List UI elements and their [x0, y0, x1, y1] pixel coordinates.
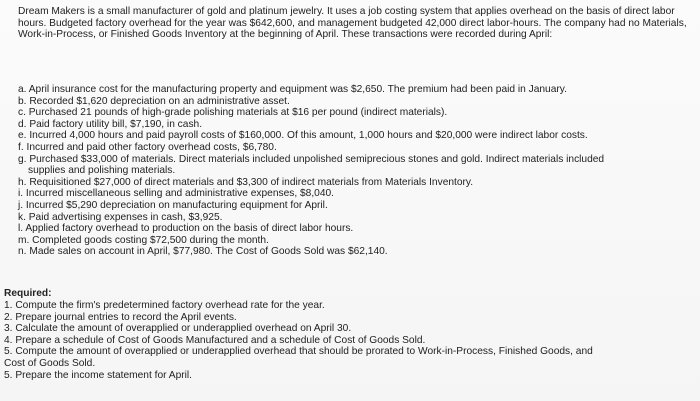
transaction-item: k. Paid advertising expenses in cash, $3,925. [18, 211, 223, 223]
transaction-item: h. Requisitioned $27,000 of direct materials and $3,300 of indirect materials from Materials Inventory. [18, 176, 474, 188]
transaction-item: n. Made sales on account in April, $77,980. The Cost of Goods Sold was $62,140. [18, 246, 388, 258]
requirement-item: 4. Prepare a schedule of Cost of Goods Manufactured and a schedule of Cost of Goods Sold. [4, 334, 426, 346]
transaction-item: m. Completed goods costing $72,500 during the month. [18, 234, 269, 246]
requirement-item: 5. Compute the amount of overapplied or underapplied overhead that should be prorated to Work-in-Process, Finished Goods, and [4, 346, 593, 358]
transaction-item: c. Purchased 21 pounds of high-grade polishing materials at $16 per pound (indirect materials). [18, 107, 448, 119]
transaction-item: i. Incurred miscellaneous selling and administrative expenses, $8,040. [18, 188, 334, 200]
requirement-item: 1. Compute the firm's predetermined factory overhead rate for the year. [4, 300, 325, 311]
requirements-list [4, 300, 694, 381]
transaction-item: b. Recorded $1,620 depreciation on an administrative asset. [18, 95, 290, 107]
transaction-item: j. Incurred $5,290 depreciation on manufacturing equipment for April. [18, 199, 328, 211]
transaction-item: e. Incurred 4,000 hours and paid payroll costs of $160,000. Of this amount, 1,000 hours and $20,000 were indirect labor costs. [18, 130, 588, 142]
requirement-item: 5. Prepare the income statement for April. [4, 369, 192, 381]
transaction-item: g. Purchased $33,000 of materials. Direct materials included unpolished semiprecious stones and gold. Indirect materials included [18, 153, 605, 165]
requirement-item: 2. Prepare journal entries to record the April events. [4, 311, 237, 323]
transaction-item: l. Applied factory overhead to production on the basis of direct labor hours. [18, 223, 354, 235]
transaction-item: a. April insurance cost for the manufacturing property and equipment was $2,650. The premium had been paid in January. [18, 84, 567, 95]
required-heading: Required: [4, 288, 52, 299]
transaction-item: f. Incurred and paid other factory overhead costs, $6,780. [18, 141, 277, 153]
transaction-item-continued: supplies and polishing materials. [28, 165, 176, 177]
transaction-list [18, 84, 688, 258]
problem-intro: Dream Makers is a small manufacturer of gold and platinum jewelry. It uses a job costing system that applies overhead on the basis of direct labor hours. Budgeted factory overhead for the year was $642,600, and management budgeted 42,000 direct labor-hours. The company had no Materials, Work-in-Process, or Finished Goods Inventory at the beginning of April. These transactions were recorded during April: [18, 6, 687, 41]
transaction-item: d. Paid factory utility bill, $7,190, in cash. [18, 118, 203, 130]
requirement-item: 3. Calculate the amount of overapplied or underapplied overhead on April 30. [4, 323, 352, 335]
requirement-item-continued: Cost of Goods Sold. [4, 357, 96, 369]
